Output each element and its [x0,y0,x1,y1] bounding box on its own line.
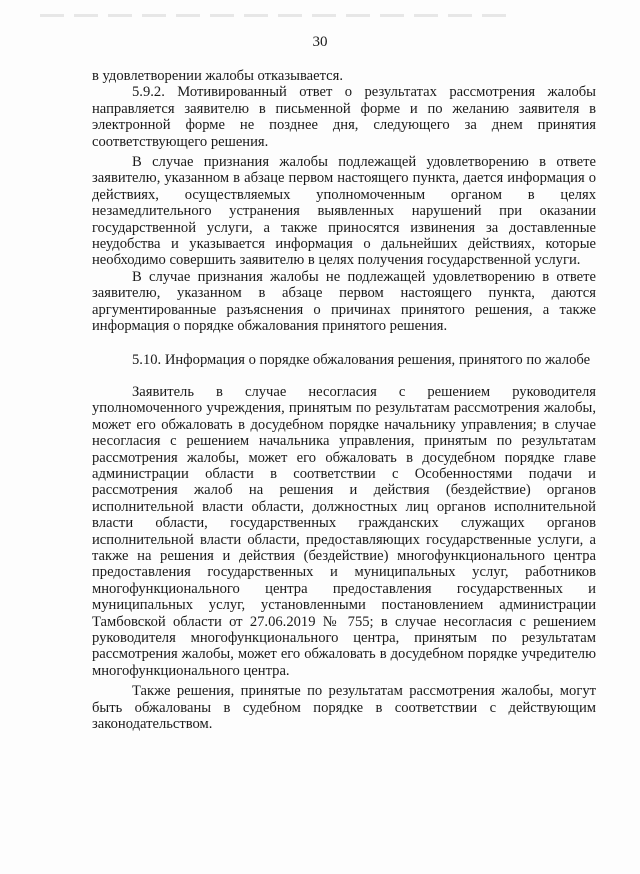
document-body [92,68,596,732]
page-number: 30 [312,34,328,50]
paragraph-court-appeal: Также решения, принятые по результатам рассмотрения жалобы, могут быть обжалованы в судебном порядке в соответствии с действующим законодательством. [92,683,596,733]
paragraph-appeal-procedure: Заявитель в случае несогласия с решением руководителя уполномоченного учреждения, принятым по результатам рассмотрения жалобы, может его обжаловать в досудебном порядке начальнику управления; в случае несогласия с решением начальника управления, принятым по результатам рассмотрения жалобы, может его обжаловать в досудебном порядке главе администрации области в соответствии с Особенностями подачи и рассмотрения жалоб на решения и действия (бездействие) органов исполнительной власти области, должностных лиц органов исполнительной власти области, государственных гражданских служащих органов исполнительной власти области, предоставляющих государственные услуги, а также на решения и действия (бездействие) многофункционального центра предоставления государственных и муниципальных услуг, работников многофункционального центра предоставления государственных и муниципальных услуг, установленными постановлением администрации Тамбовской области от 27.06.2019 № 755; в случае несогласия с решением руководителя многофункционального центра, принятым по результатам рассмотрения жалобы, может его обжаловать в досудебном порядке учредителю многофункционального центра. [92,383,596,679]
section-heading-5-10: 5.10. Информация о порядке обжалования решения, принятого по жалобе [132,351,591,368]
paragraph-continuation: в удовлетворении жалобы отказывается. [92,68,344,84]
paragraph-satisfied-complaint: В случае признания жалобы подлежащей удовлетворению в ответе заявителю, указанном в абзаце первом настоящего пункта, дается информация о действиях, осуществляемых уполномоченным органом в целях незамедлительного устранения выявленных нарушений при оказании государственной услуги, а также приносятся извинения за доставленные неудобства и указывается информация о дальнейших действиях, которые необходимо совершить заявителю в целях получения государственной услуги. [92,154,596,269]
paragraph-rejected-complaint: В случае признания жалобы не подлежащей удовлетворению в ответе заявителю, указанном в абзаце первом настоящего пункта, даются аргументированные разъяснения о причинах принятого решения, а также информация о порядке обжалования принятого решения. [92,268,596,335]
scan-artifact-strip [40,14,510,17]
paragraph-5-9-2: 5.9.2. Мотивированный ответ о результатах рассмотрения жалобы направляется заявителю в письменной форме и по желанию заявителя в электронной форме не позднее дня, следующего за днем принятия соответствующего решения. [92,84,596,150]
